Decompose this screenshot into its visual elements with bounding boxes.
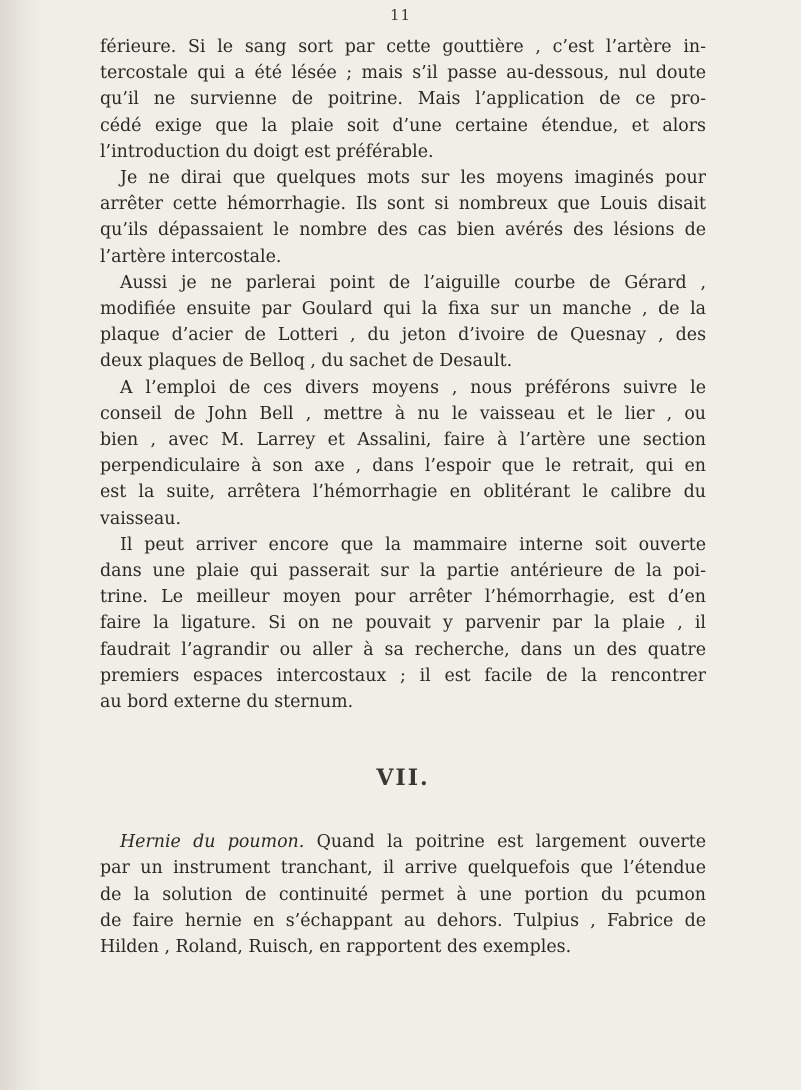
text-line: vaisseau. — [100, 508, 181, 529]
text-line: de la solution de continuité permet à une portion du pcumon — [100, 884, 706, 905]
text-line: l’introduction du doigt est préférable. — [100, 141, 434, 162]
text-line: A l’emploi de ces divers moyens , nous préférons suivre le — [120, 377, 706, 398]
text-line: Hilden , Roland, Ruisch, en rapportent des exemples. — [100, 937, 572, 958]
page-number: 11 — [389, 6, 412, 24]
text-line: Il peut arriver encore que la mammaire interne soit ouverte — [120, 534, 706, 555]
text-line: bien , avec M. Larrey et Assalini, faire à l’artère une section — [100, 430, 706, 451]
text-line: qu’ils dépassaient le nombre des cas bien avérés des lésions de — [100, 220, 706, 241]
section-number: VII. — [376, 765, 430, 792]
section-first-line: Quand la poitrine est largement ouverte — [304, 832, 706, 853]
text-line: modifiée ensuite par Goulard qui la fixa sur un manche , de la — [100, 299, 706, 320]
text-line: tercostale qui a été lésée ; mais s’il passe au-dessous, nul doute — [100, 63, 706, 84]
section-paragraph — [100, 829, 706, 960]
text-line: faudrait l’agrandir ou aller à sa recherche, dans un des quatre — [100, 639, 706, 660]
text-line: Aussi je ne parlerai point de l’aiguille courbe de Gérard , — [120, 272, 706, 293]
text-line: est la suite, arrêtera l’hémorrhagie en oblitérant le calibre du — [100, 482, 706, 503]
text-line: par un instrument tranchant, il arrive quelquefois que l’étendue — [100, 858, 706, 879]
page-gutter-shadow — [0, 0, 42, 1090]
text-line: trine. Le meilleur moyen pour arrêter l’hémorrhagie, est d’en — [100, 587, 706, 608]
text-line: qu’il ne survienne de poitrine. Mais l’application de ce pro- — [100, 89, 706, 110]
text-line: férieure. Si le sang sort par cette gouttière , c’est l’artère in- — [100, 37, 706, 57]
text-line — [100, 829, 706, 855]
body-text — [100, 34, 706, 960]
text-line: cédé exige que la plaie soit d’une certaine étendue, et alors — [100, 115, 706, 136]
text-line: premiers espaces intercostaux ; il est facile de la rencontrer — [100, 665, 706, 686]
text-line: arrêter cette hémorrhagie. Ils sont si nombreux que Louis disait — [100, 194, 706, 215]
text-line: de faire hernie en s’échappant au dehors. Tulpius , Fabrice de — [100, 910, 706, 931]
text-line: perpendiculaire à son axe , dans l’espoir que le retrait, qui en — [100, 456, 706, 477]
section-heading-italic: Hernie du poumon. — [120, 832, 305, 853]
text-line: dans une plaie qui passerait sur la partie antérieure de la poi- — [100, 561, 706, 582]
text-line: conseil de John Bell , mettre à nu le vaisseau et le lier , ou — [100, 403, 706, 424]
paragraph-5 — [100, 532, 706, 715]
paragraph-1 — [100, 34, 706, 165]
text-line: l’artère intercostale. — [100, 246, 282, 267]
paragraph-3 — [100, 270, 706, 375]
text-line: plaque d’acier de Lotteri , du jeton d’ivoire de Quesnay , des — [100, 325, 706, 346]
paragraph-4 — [100, 375, 706, 532]
paragraph-2 — [100, 165, 706, 270]
text-line: Je ne dirai que quelques mots sur les moyens imaginés pour — [120, 168, 706, 189]
text-line: faire la ligature. Si on ne pouvait y parvenir par la plaie , il — [100, 613, 706, 634]
text-line: deux plaques de Belloq , du sachet de Desault. — [100, 351, 513, 372]
text-line: au bord externe du sternum. — [100, 692, 354, 713]
